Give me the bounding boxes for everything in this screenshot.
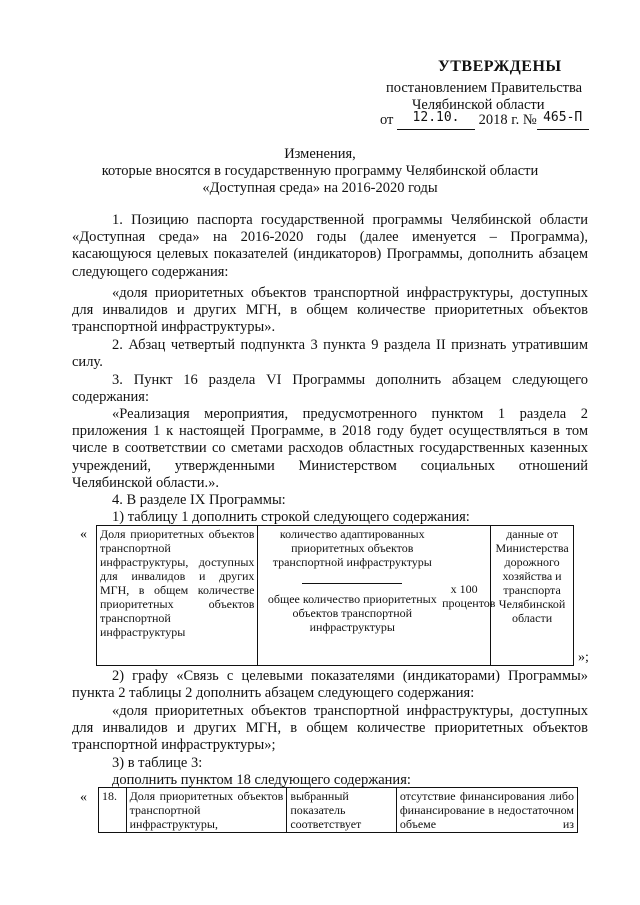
formula-wrap (262, 527, 496, 634)
paragraph-4-3: 3) в таблице 3: (112, 755, 203, 771)
table3-indicator-cell: Доля приоритетных объектов транспортной инфраструктуры, (126, 788, 287, 833)
formula-multiplier: x 100 процентов (442, 582, 496, 610)
formula-divider (302, 583, 402, 584)
approval-line-2: Челябинской области (412, 97, 545, 113)
paragraph-1: 1. Позицию паспорта государственной программы Челябинской области «Доступная среда» на 2016-2020 годы (далее именуется – Программа), касающуюся целевых показателей (индикаторов) Программы, дополнить абзацем следующего содержания: (72, 212, 588, 280)
year-text: 2018 г. № (478, 112, 537, 128)
approval-heading: УТВЕРЖДЕНЫ (438, 58, 562, 75)
table3-number-cell: 18. (99, 788, 127, 833)
paragraph-3-quote: «Реализация мероприятия, предусмотренного пунктом 1 раздела 2 приложения 1 к настоящей Программе, в 2018 году будет осуществляться в том числе в соответствии со сметами расходов областных государственных казенных учреждений, утвержденными Министерством социальных отношений Челябинской области.». (72, 406, 588, 491)
date-value: 12.10. (412, 110, 460, 125)
table1-source-cell: данные от Министерства дорожного хозяйства и транспорта Челябинской области (491, 526, 574, 666)
title-line-1: Изменения, (284, 146, 356, 162)
paragraph-4-1: 1) таблицу 1 дополнить строкой следующего содержания: (112, 509, 470, 525)
table3-relation-cell: выбранный показатель соответствует (287, 788, 397, 833)
title-line-2: которые вносятся в государственную программу Челябинской области (101, 163, 539, 179)
paragraph-1-quote: «доля приоритетных объектов транспортной инфраструктуры, доступных для инвалидов и других МГН, в общем количестве приоритетных объектов транспортной инфраструктуры». (72, 285, 588, 336)
table1-indicator-cell: Доля приоритетных объектов транспортной инфраструктуры, доступных для инвалидов и других МГН, в общем количестве приоритетных объектов транспортной инфраструктуры (97, 526, 258, 666)
paragraph-4-2-quote: «доля приоритетных объектов транспортной инфраструктуры, доступных для инвалидов и других МГН, в общем количестве приоритетных объектов транспортной инфраструктуры»; (72, 703, 588, 754)
paragraph-4-3-sub: дополнить пунктом 18 следующего содержания: (112, 772, 411, 788)
table1-open-quote: « (80, 527, 87, 542)
paragraph-3: 3. Пункт 16 раздела VI Программы дополнить абзацем следующего содержания: (72, 372, 588, 406)
title-line-3: «Доступная среда» на 2016-2020 годы (202, 180, 438, 196)
approval-date-line (380, 112, 589, 130)
approval-line-1: постановлением Правительства (386, 80, 583, 96)
number-underline (537, 112, 589, 130)
table1-row (96, 525, 574, 666)
formula-fraction (262, 527, 442, 634)
date-prefix: от (380, 112, 394, 128)
table1-close-quote: »; (578, 650, 589, 665)
paragraph-2: 2. Абзац четвертый подпункта 3 пункта 9 раздела II признать утратившим силу. (72, 337, 588, 371)
paragraph-4-2: 2) графу «Связь с целевыми показателями (индикаторами) Программы» пункта 2 таблицы 2 дополнить абзацем следующего содержания: (72, 668, 588, 702)
date-underline (397, 112, 475, 130)
formula-numerator: количество адаптированных приоритетных объектов транспортной инфраструктуры (272, 527, 432, 569)
formula-denominator: общее количество приоритетных объектов транспортной инфраструктуры (267, 592, 437, 634)
table3-row-18 (98, 787, 578, 833)
table1-formula-cell (258, 526, 496, 666)
paragraph-4: 4. В разделе IX Программы: (112, 492, 286, 508)
number-value: 465-П (543, 110, 583, 125)
table3-reason-cell: отсутствие финансирования либо финансирование в недостаточном объеме из (396, 788, 577, 833)
table3-open-quote: « (80, 790, 87, 805)
